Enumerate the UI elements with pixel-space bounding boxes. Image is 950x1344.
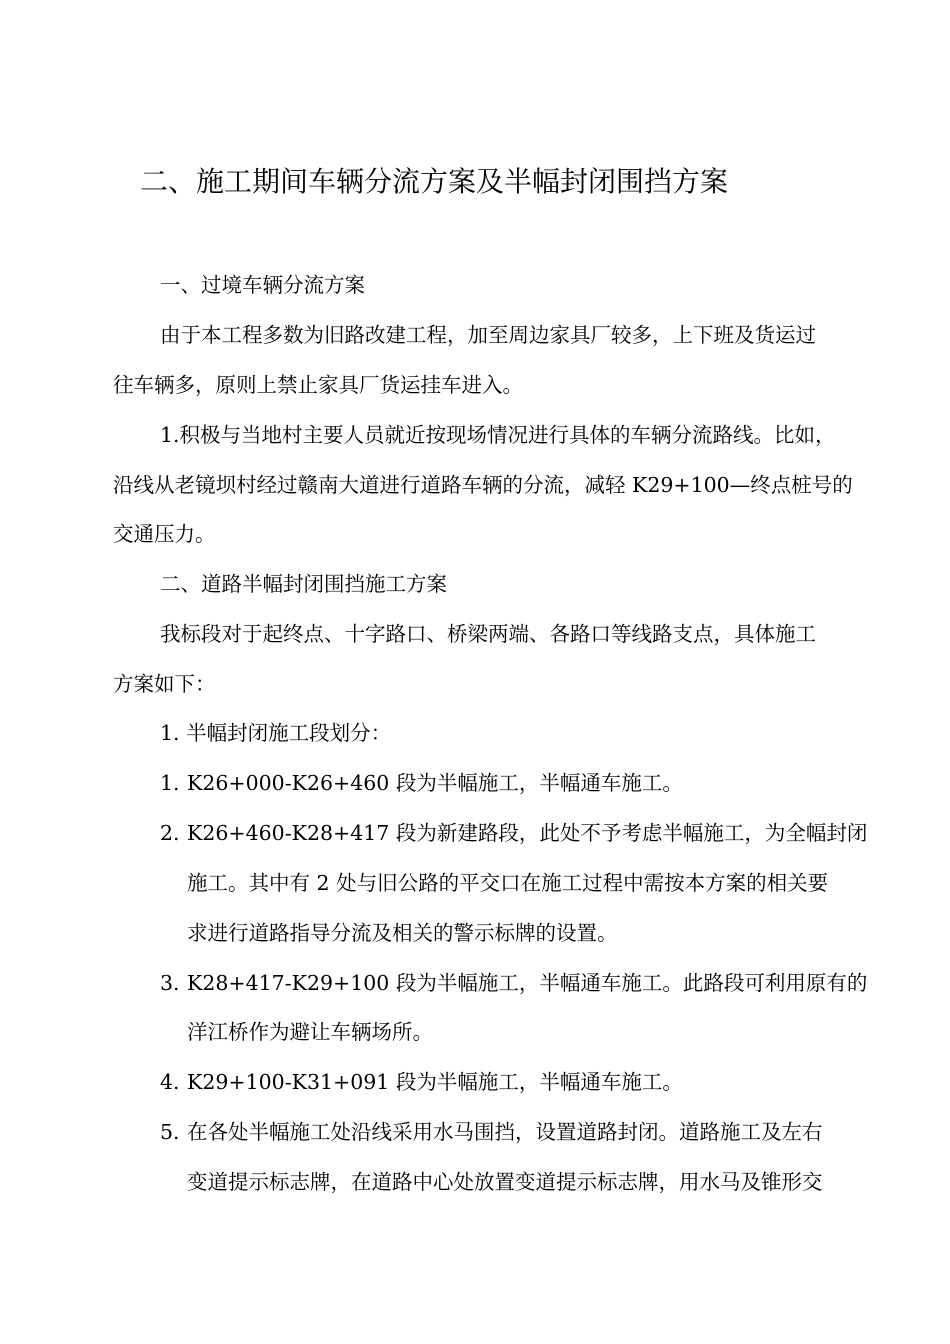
paragraph-2-line-3: 交通压力。 bbox=[113, 522, 216, 546]
list-item-line: K26+460-K28+417 段为新建路段，此处不予考虑半幅施工，为全幅封闭 bbox=[187, 821, 868, 845]
list-item-line: 求进行道路指导分流及相关的警示标牌的设置。 bbox=[187, 921, 618, 945]
list-item-line: 变道提示标志牌，在道路中心处放置变道提示标志牌，用水马及锥形交 bbox=[187, 1170, 823, 1194]
paragraph-2-line-1: 1.积极与当地村主要人员就近按现场情况进行具体的车辆分流路线。比如， bbox=[160, 423, 836, 447]
section-heading-1: 一、过境车辆分流方案 bbox=[160, 273, 365, 297]
list-item-line: K26+000-K26+460 段为半幅施工，半幅通车施工。 bbox=[187, 771, 683, 795]
paragraph-1-line-2: 往车辆多，原则上禁止家具厂货运挂车进入。 bbox=[113, 373, 523, 397]
list-item-number: 3. bbox=[160, 971, 180, 995]
paragraph-3-line-1: 我标段对于起终点、十字路口、桥梁两端、各路口等线路支点，具体施工 bbox=[160, 622, 816, 646]
list-item-line: 在各处半幅施工处沿线采用水马围挡，设置道路封闭。道路施工及左右 bbox=[187, 1120, 823, 1144]
paragraph-2-line-2: 沿线从老镜坝村经过赣南大道进行道路车辆的分流，减轻 K29+100—终点桩号的 bbox=[113, 473, 853, 497]
document-title: 二、施工期间车辆分流方案及半幅封闭围挡方案 bbox=[140, 165, 729, 198]
list-item-number: 4. bbox=[160, 1070, 180, 1094]
subheading: 1. 半幅封闭施工段划分： bbox=[160, 721, 392, 745]
list-item-line: 洋江桥作为避让车辆场所。 bbox=[187, 1020, 433, 1044]
paragraph-1-line-1: 由于本工程多数为旧路改建工程，加至周边家具厂较多，上下班及货运过 bbox=[160, 323, 816, 347]
list-item-line: K28+417-K29+100 段为半幅施工，半幅通车施工。此路段可利用原有的 bbox=[187, 971, 868, 995]
paragraph-3-line-2: 方案如下： bbox=[113, 672, 216, 696]
list-item-number: 2. bbox=[160, 821, 180, 845]
list-item-number: 5. bbox=[160, 1120, 180, 1144]
list-item-line: K29+100-K31+091 段为半幅施工，半幅通车施工。 bbox=[187, 1070, 683, 1094]
list-item-number: 1. bbox=[160, 771, 180, 795]
list-item-line: 施工。其中有 2 处与旧公路的平交口在施工过程中需按本方案的相关要 bbox=[187, 871, 829, 895]
section-heading-2: 二、道路半幅封闭围挡施工方案 bbox=[160, 572, 447, 596]
